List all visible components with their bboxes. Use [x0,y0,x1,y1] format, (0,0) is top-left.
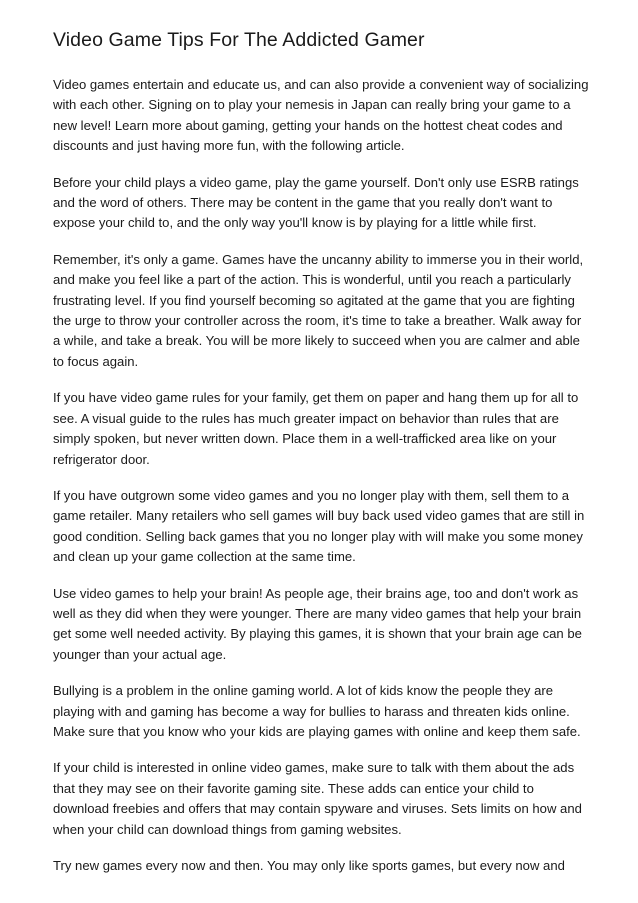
paragraph-play-first: Before your child plays a video game, play the game yourself. Don't only use ESRB ratings and the word of others. There may be content in the game that you really don't want to expose your child to, and the only way you'll know is by playing for a little while first. [53,174,579,231]
paragraph-only-a-game: Remember, it's only a game. Games have the uncanny ability to immerse you in their world, and make you feel like a part of the action. This is wonderful, until you reach a particularly frustrating level. If you find yourself becoming so agitated at the game that you are fighting the urge to throw your controller across the room, it's time to take a breather. Walk away for a while, and take a break. You will be more likely to succeed when you are calmer and able to focus again. [53,251,584,369]
paragraph-brain-games: Use video games to help your brain! As people age, their brains age, too and don't work as well as they did when they were younger. There are many video games that help your brain get some well needed activity. By playing this games, it is shown that your brain age can be younger than your actual age. [53,585,582,662]
paragraph-family-rules: If you have video game rules for your family, get them on paper and hang them up for all to see. A visual guide to the rules has much greater impact on behavior than rules that are simply spoken, but never written down. Place them in a well-trafficked area like on your refrigerator door. [53,390,579,467]
paragraph-online-ads: If your child is interested in online video games, make sure to talk with them about the ads that they may see on their favorite gaming site. These adds can entice your child to download freebies and offers that may contain spyware and viruses. Sets limits on how and when your child can download things from gaming websites. [53,760,582,837]
paragraph-try-new-games: Try new games every now and then. You may only like sports games, but every now and [53,858,565,873]
paragraph-bullying: Bullying is a problem in the online gaming world. A lot of kids know the people they are playing with and gaming has become a way for bullies to harass and threaten kids online. Make sure that you know who your kids are playing games with online and keep them safe. [53,683,581,739]
paragraph-sell-games: If you have outgrown some video games and you no longer play with them, sell them to a game retailer. Many retailers who sell games will buy back used video games that are still in good condition. Selling back games that you no longer play with will make you some money and clean up your game collection at the same time. [53,487,585,565]
paragraph-intro: Video games entertain and educate us, and can also provide a convenient way of socializing with each other. Signing on to play your nemesis in Japan can really bring your game to a new level! Learn more about gaming, getting your hands on the hottest cheat codes and discounts and just having more fun, with the following article. [53,77,589,154]
document-page [53,27,589,892]
document-title: Video Game Tips For The Addicted Gamer [53,29,425,51]
